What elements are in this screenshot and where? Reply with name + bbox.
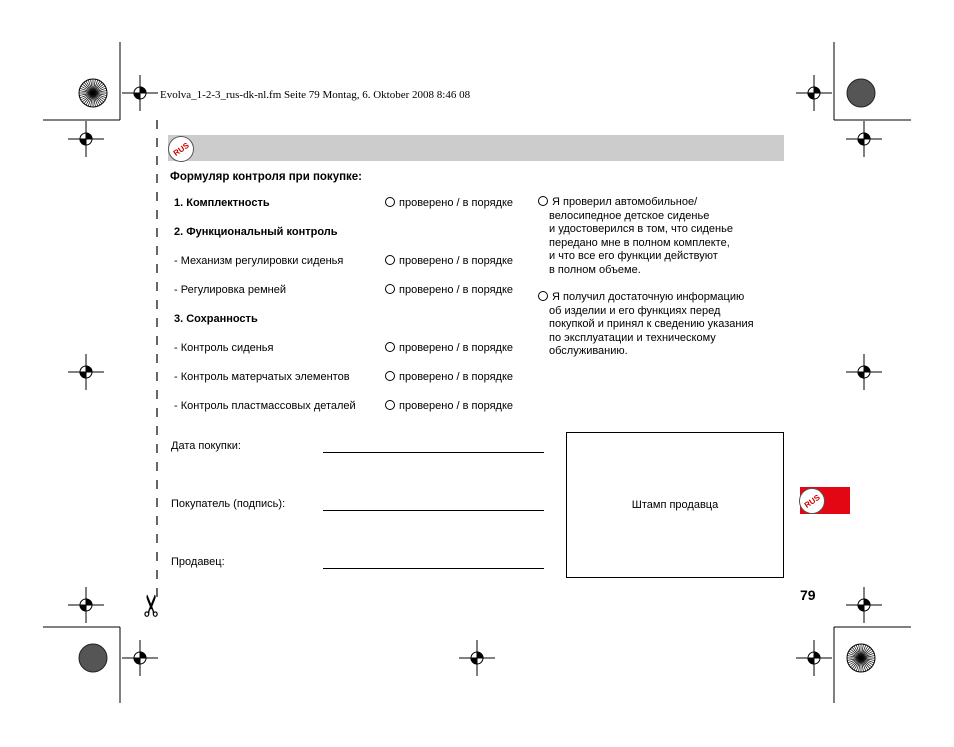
color-bar-icon	[847, 644, 875, 672]
checkbox-plastic-check[interactable]	[385, 400, 513, 412]
buyer-signature-label: Покупатель (подпись):	[171, 498, 286, 510]
file-info-header: Evolva_1-2-3_rus-dk-nl.fm Seite 79 Montag, 6. Oktober 2008 8:46 08	[160, 89, 471, 101]
declaration-line: по эксплуатации и техническому	[549, 331, 716, 344]
checkbox-circle-icon	[385, 255, 395, 265]
page-number: 79	[800, 587, 816, 603]
language-badge: RUS	[163, 131, 199, 167]
registration-mark-icon	[459, 640, 495, 676]
color-bar-icon	[79, 79, 107, 107]
registration-mark-icon	[68, 354, 104, 390]
declaration-line: покупкой и принял к сведению указания	[549, 318, 754, 330]
checkbox-circle-icon	[538, 196, 548, 206]
item-fabric-check: - Контроль матерчатых элементов	[174, 371, 350, 383]
check-label: проверено / в порядке	[399, 371, 514, 383]
declaration-line: и удостоверился в том, что сиденье	[549, 223, 733, 235]
registration-mark-icon	[796, 75, 832, 111]
checkbox-circle-icon	[538, 291, 548, 301]
seller-stamp-box	[566, 432, 784, 578]
check-label: проверено / в порядке	[399, 284, 514, 296]
registration-mark-icon	[846, 121, 882, 157]
side-tab-badge: RUS	[794, 483, 830, 519]
registration-mark-icon	[122, 640, 158, 676]
checkbox-seat-adjustment[interactable]	[385, 255, 513, 267]
check-label: проверено / в порядке	[399, 400, 514, 412]
declaration-line: Я получил достаточную информацию	[538, 291, 788, 305]
declaration-complete[interactable]	[538, 196, 788, 277]
header-band	[168, 135, 784, 161]
buyer-signature-field[interactable]	[323, 510, 544, 511]
checkbox-circle-icon	[385, 197, 395, 207]
item-seat-adjustment: - Механизм регулировки сиденья	[174, 255, 344, 267]
registration-mark-icon	[846, 587, 882, 623]
stamp-label: Штамп продавца	[631, 499, 719, 511]
registration-mark-icon	[122, 75, 158, 111]
declaration-line: велосипедное детское сиденье	[549, 209, 710, 222]
checkbox-circle-icon	[385, 342, 395, 352]
registration-mark-icon	[68, 587, 104, 623]
checkbox-circle-icon	[385, 371, 395, 381]
checkbox-completeness[interactable]	[385, 197, 513, 209]
checkbox-circle-icon	[385, 284, 395, 294]
declaration-line: передано мне в полном комплекте,	[549, 236, 730, 249]
declaration-informed[interactable]	[538, 291, 788, 359]
checkbox-fabric-check[interactable]	[385, 371, 513, 383]
item-plastic-check: - Контроль пластмассовых деталей	[174, 400, 356, 412]
form-title: Формуляр контроля при покупке:	[170, 171, 363, 183]
item-belt-adjustment: - Регулировка ремней	[174, 284, 286, 296]
section-completeness: 1. Комплектность	[174, 197, 270, 209]
registration-mark-icon	[846, 354, 882, 390]
checkbox-belt-adjustment[interactable]	[385, 284, 513, 296]
purchase-date-field[interactable]	[323, 452, 544, 453]
declaration-line: в полном объеме.	[549, 263, 641, 276]
declaration-line: об изделии и его функциях перед	[549, 304, 721, 317]
section-function: 2. Функциональный контроль	[174, 226, 338, 238]
scissors-icon: ✂	[135, 592, 171, 619]
registration-mark-icon	[68, 121, 104, 157]
registration-mark-icon	[796, 640, 832, 676]
gray-patch-icon	[79, 644, 107, 672]
declaration-line: обслуживанию.	[549, 345, 628, 357]
check-label: проверено / в порядке	[399, 255, 514, 267]
purchase-date-label: Дата покупки:	[171, 440, 241, 452]
declaration-line: и что все его функции действуют	[549, 250, 718, 262]
checkbox-seat-check[interactable]	[385, 342, 513, 354]
seller-field[interactable]	[323, 568, 544, 569]
check-label: проверено / в порядке	[399, 342, 514, 354]
declaration-line: Я проверил автомобильное/	[538, 196, 788, 210]
check-label: проверено / в порядке	[399, 197, 514, 209]
section-condition: 3. Сохранность	[174, 313, 258, 325]
seller-label: Продавец:	[171, 556, 225, 568]
item-seat-check: - Контроль сиденья	[174, 342, 274, 354]
gray-patch-icon	[847, 79, 875, 107]
checkbox-circle-icon	[385, 400, 395, 410]
